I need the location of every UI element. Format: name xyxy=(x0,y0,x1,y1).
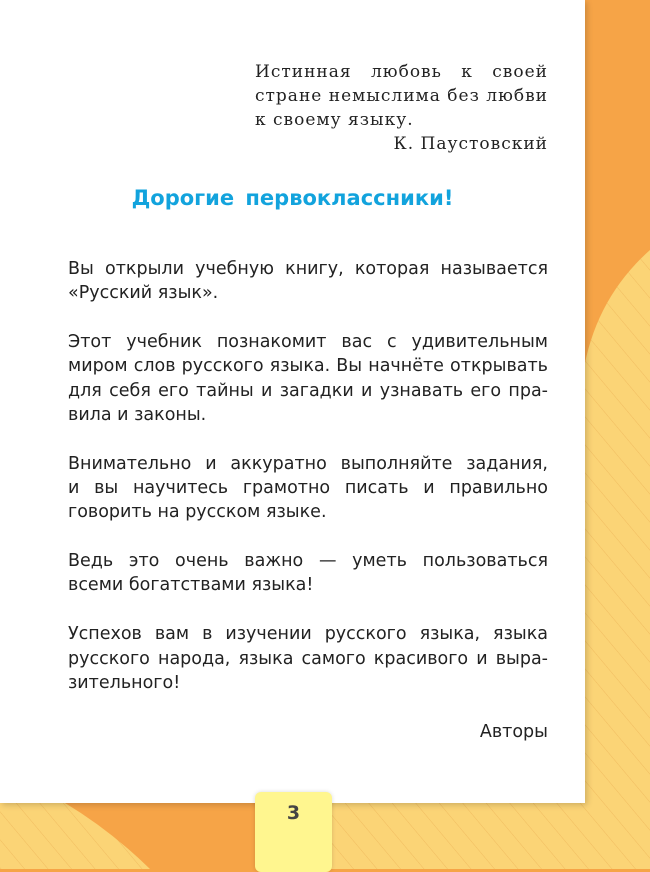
epigraph-line: Истинная любовь к своей xyxy=(255,62,548,82)
text-line: зительного! xyxy=(68,672,181,693)
paragraph xyxy=(68,257,548,306)
text-line: всеми богатствами языка! xyxy=(68,575,314,596)
text-line: и вы научитесь грамотно писать и правильно xyxy=(68,478,548,499)
text-line: Вы открыли учебную книгу, которая называется xyxy=(68,259,548,279)
text-line: Успехов вам в изучении русского языка, языка xyxy=(68,624,548,645)
page-number: 3 xyxy=(255,792,332,872)
text-line: Этот учебник познакомит вас с удивительным xyxy=(68,332,548,353)
signature: Авторы xyxy=(479,721,548,742)
body-text xyxy=(68,257,548,744)
text-line: вила и законы. xyxy=(68,404,207,425)
paragraph xyxy=(68,549,548,598)
text-line: Внимательно и аккуратно выполняйте задания, xyxy=(68,453,548,474)
page-title: Дорогие первоклассники! xyxy=(131,186,454,210)
epigraph-line: к своему языку. xyxy=(255,110,414,130)
epigraph-author: К. Паустовский xyxy=(393,134,548,154)
text-line: для себя его тайны и загадки и узнавать его пра- xyxy=(68,380,548,401)
epigraph-line: стране немыслима без любви xyxy=(255,86,549,106)
text-line: «Русский язык». xyxy=(68,283,219,304)
epigraph xyxy=(255,60,548,156)
text-line: говорить на русском языке. xyxy=(68,502,327,523)
paragraph xyxy=(68,622,548,695)
paragraph xyxy=(68,452,548,525)
text-line: миром слов русского языка. Вы начнёте открывать xyxy=(68,356,548,377)
text-line: русского народа, языка самого красивого и выра- xyxy=(68,648,548,669)
paragraph xyxy=(68,330,548,427)
text-line: Ведь это очень важно — уметь пользоваться xyxy=(68,551,548,572)
